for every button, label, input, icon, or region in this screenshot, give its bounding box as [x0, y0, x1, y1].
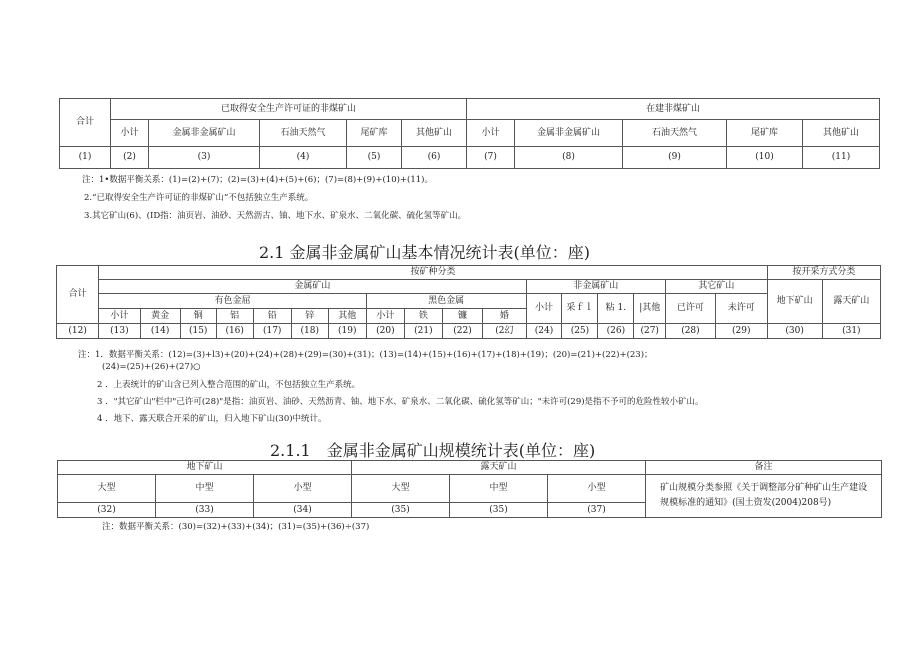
code-cell: (3) — [149, 147, 260, 169]
header-nonferrous: 有色金屈 — [99, 294, 367, 309]
header-total: 合计 — [60, 99, 111, 147]
code-cell: (19) — [328, 324, 366, 339]
section-heading-2-1-1: 2.1.1 金属非金属矿山规模统计表(单位：座) — [270, 441, 596, 460]
code-cell: (35) — [352, 503, 450, 518]
col-header: 锌 — [291, 309, 328, 324]
code-cell: (29) — [715, 324, 767, 339]
code-cell: (37) — [548, 503, 646, 518]
col-header: 尾矿库 — [347, 120, 402, 147]
header-metal-mines: 金属矿山 — [99, 280, 526, 294]
note-2-1-cont: (24)=(25)+(26)+(27)○ — [102, 362, 201, 372]
remark-text: 矿山规模分类参照《关于调整部分矿种矿山生产建设规模标准的通知》(国土资发(2004)208号) — [646, 475, 882, 518]
code-cell: (9) — [623, 147, 727, 169]
note-2-4: 4 ．地下、露天联合开采的矿山，归入地下矿山(30)中统计。 — [97, 414, 327, 424]
note-1-2: 2.“已取得安全生产许可证的非煤矿山”不包括独立生产系统。 — [84, 193, 314, 203]
col-header: 其他 — [328, 309, 366, 324]
code-cell: (31) — [822, 324, 880, 339]
col-header: 小型 — [254, 475, 352, 503]
code-cell: (20) — [366, 324, 404, 339]
code-cell: (22) — [442, 324, 482, 339]
col-header: 粘 1. — [598, 294, 634, 324]
col-header: 婚 — [483, 309, 526, 324]
code-cell: (15) — [180, 324, 216, 339]
col-header: 小计 — [366, 309, 404, 324]
col-header: 露天矿山 — [822, 280, 880, 324]
header-remark: 备注 — [646, 461, 882, 475]
code-cell: (4) — [260, 147, 347, 169]
code-cell: (32) — [58, 503, 156, 518]
col-header: 小型 — [548, 475, 646, 503]
col-header: 其他矿山 — [803, 120, 880, 147]
code-cell: (8) — [515, 147, 623, 169]
col-header: |其他 — [634, 294, 666, 324]
code-cell: (28) — [666, 324, 716, 339]
code-cell: (10) — [727, 147, 803, 169]
col-header: 镰 — [442, 309, 482, 324]
header-by-mining-method: 按开采方式分类 — [767, 266, 880, 280]
header-underground: 地下矿山 — [58, 461, 352, 475]
col-header: 地下矿山 — [767, 280, 822, 324]
col-header: 铅 — [253, 309, 291, 324]
code-cell: (6) — [402, 147, 467, 169]
code-cell: (5) — [347, 147, 402, 169]
col-header: 尾矿库 — [727, 120, 803, 147]
col-header: 未许可 — [715, 294, 767, 324]
header-nonmetal-mines: 非金属矿山 — [526, 280, 666, 294]
header-by-mineral: 按矿种分类 — [99, 266, 767, 280]
code-cell: (14) — [140, 324, 180, 339]
table-3 — [57, 460, 882, 518]
col-header: 金属非金属矿山 — [149, 120, 260, 147]
col-header: 其他矿山 — [402, 120, 467, 147]
section-heading-2-1: 2.1 金属非金属矿山基本情况统计表(单位：座) — [259, 243, 591, 262]
col-header: 小计 — [526, 294, 562, 324]
code-cell: (13) — [99, 324, 140, 339]
code-cell: (21) — [404, 324, 442, 339]
note-1-3: 3.其它矿山(6)、(ID指：油页岩、油砂、天然沥古、铀、地下水、矿泉水、二氧化碳、硫化氢等矿山。 — [84, 211, 467, 221]
code-cell: (18) — [291, 324, 328, 339]
col-header: 大型 — [58, 475, 156, 503]
code-cell: (2幻 — [483, 324, 526, 339]
code-cell: (35) — [450, 503, 548, 518]
code-cell: (12) — [57, 324, 99, 339]
col-header: 小计 — [99, 309, 140, 324]
header-licensed-mines: 已取得安全生产许可证的非煤矿山 — [111, 99, 467, 120]
col-header: 小计 — [467, 120, 515, 147]
code-cell: (7) — [467, 147, 515, 169]
code-cell: (33) — [156, 503, 254, 518]
table-2 — [56, 265, 881, 339]
col-header: 采ｆｌ — [562, 294, 598, 324]
code-cell: (2) — [111, 147, 149, 169]
code-cell: (1) — [60, 147, 111, 169]
header-total: 合计 — [57, 266, 99, 324]
note-2-1: 注：1．数据平衡关系：(12)=(3)+l3)+(20)+(24)+(28)+(29)=(30)+(31)；(13)=(14)+(15)+(16)+(17)+(18)+(19)；(20)=(21)+(22)+(23)； — [78, 350, 653, 360]
code-cell: (16) — [216, 324, 253, 339]
code-cell: (17) — [253, 324, 291, 339]
code-cell: (34) — [254, 503, 352, 518]
header-openpit: 露天矿山 — [352, 461, 646, 475]
col-header: 黄金 — [140, 309, 180, 324]
col-header: 已许可 — [666, 294, 716, 324]
code-cell: (24) — [526, 324, 562, 339]
code-cell: (27) — [634, 324, 666, 339]
table-1 — [59, 98, 880, 169]
header-ferrous: 黑色金属 — [366, 294, 526, 309]
note-1-1: 注：1•数据平衡关系：(1)=(2)+(7)；(2)=(3)+(4)+(5)+(6)；(7)=(8)+(9)+(10)+(11)。 — [82, 175, 433, 185]
header-under-construction: 在建非煤矿山 — [467, 99, 880, 120]
col-header: 石油天然气 — [623, 120, 727, 147]
col-header: 金属非金属矿山 — [515, 120, 623, 147]
note-2-3: 3 ．"其它矿山"栏中"己许可(28)"是指：油页岩、油砂、天然沥青、铀、地下水、矿泉水、二氧化碳、硫化氢等矿山；"未许可(29)是指不予可的危险性较小矿山。 — [97, 397, 704, 407]
code-cell: (25) — [562, 324, 598, 339]
col-header: 大型 — [352, 475, 450, 503]
code-cell: (30) — [767, 324, 822, 339]
note-3-1: 注：数据平衡关系：(30)=(32)+(33)+(34)；(31)=(35)+(36)÷(37) — [102, 522, 370, 532]
col-header: 中型 — [450, 475, 548, 503]
col-header: 铜 — [180, 309, 216, 324]
col-header: 石油天然气 — [260, 120, 347, 147]
note-2-2: 2 ．上表统计的矿山含已列入整合范围的矿山，不包括独立生产系统。 — [97, 380, 361, 390]
col-header: 铁 — [404, 309, 442, 324]
col-header: 中型 — [156, 475, 254, 503]
col-header: 小计 — [111, 120, 149, 147]
col-header: 铝 — [216, 309, 253, 324]
code-cell: (11) — [803, 147, 880, 169]
code-cell: (26) — [598, 324, 634, 339]
header-other-mines: 其它矿山 — [666, 280, 768, 294]
